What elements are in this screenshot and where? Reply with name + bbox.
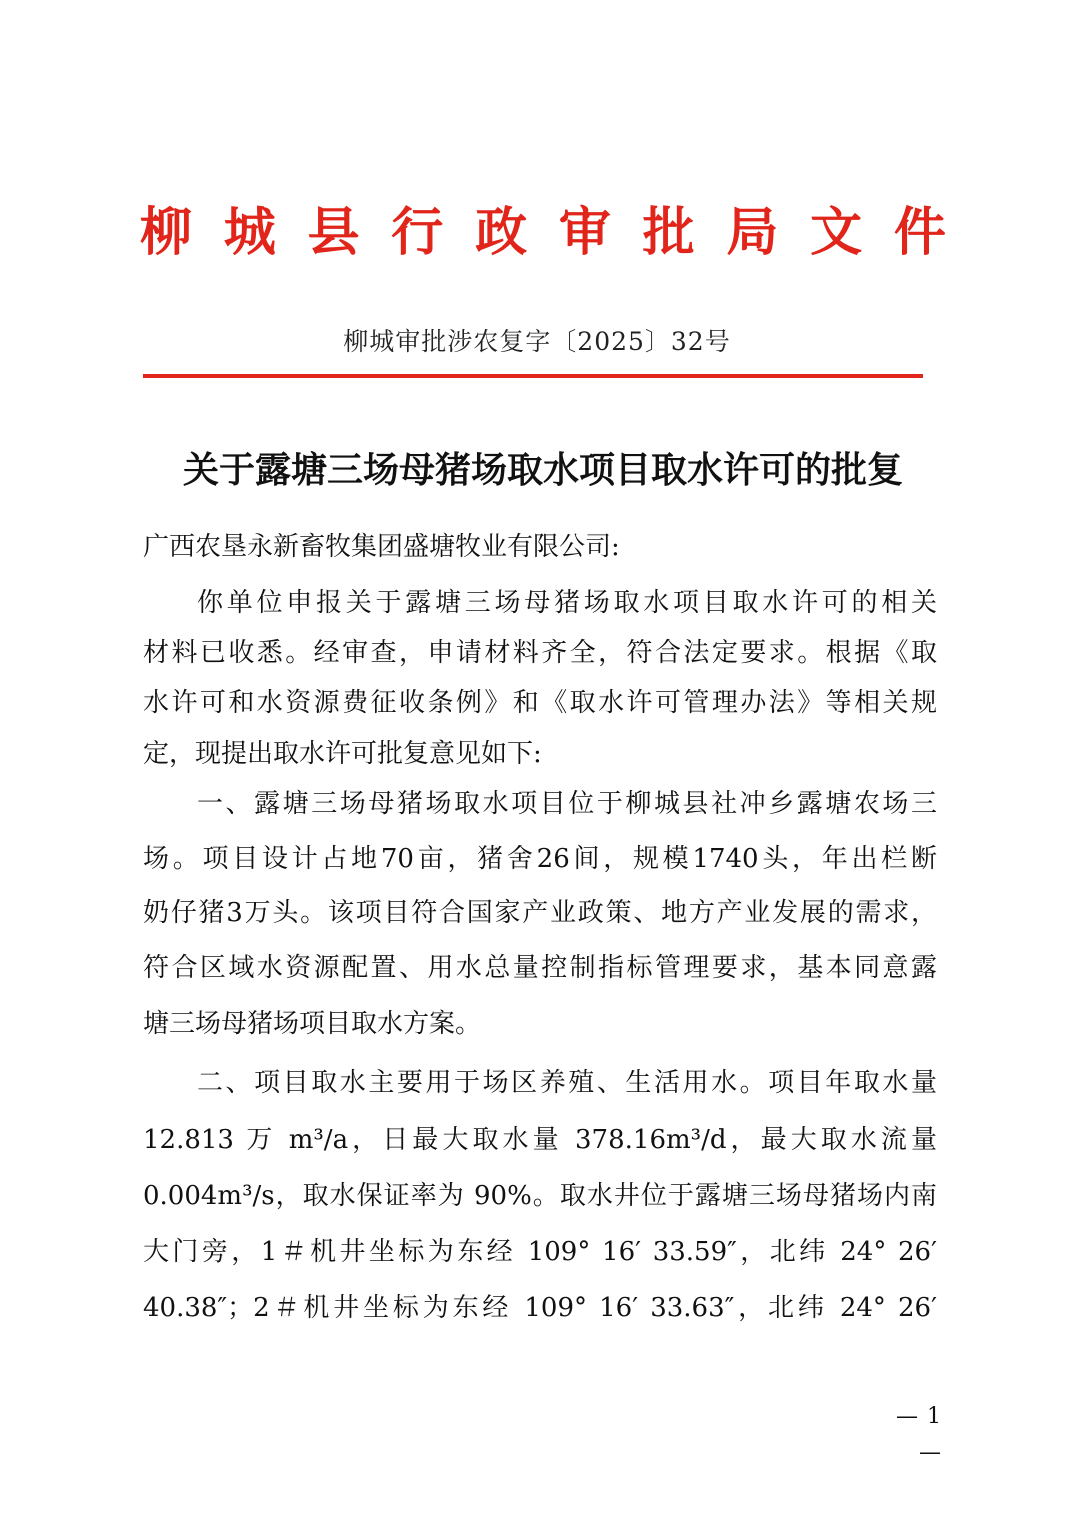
body-line: 0.004m³/s，取水保证率为 90%。取水井位于露塘三场母猪场内南: [143, 1181, 937, 1211]
header-char: 局: [726, 202, 779, 263]
issuing-authority-header: [140, 198, 946, 268]
body-line: 二、项目取水主要用于场区养殖、生活用水。项目年取水量: [197, 1068, 937, 1098]
body-line: 水许可和水资源费征收条例》和《取水许可管理办法》等相关规: [143, 688, 937, 718]
body-line: 定，现提出取水许可批复意见如下:: [143, 739, 542, 769]
body-line: 符合区域水资源配置、用水总量控制指标管理要求，基本同意露: [143, 953, 937, 983]
document-title: 关于露塘三场母猪场取水项目取水许可的批复: [182, 449, 903, 491]
document-number: 柳城审批涉农复字〔2025〕32号: [343, 327, 731, 356]
header-char: 城: [223, 202, 276, 263]
header-char: 政: [475, 202, 528, 263]
body-line: 场。项目设计占地70亩，猪舍26间，规模1740头，年出栏断: [143, 844, 937, 874]
header-divider: [143, 374, 923, 378]
body-line: 40.38″；2＃机井坐标为东经 109° 16′ 33.63″，北纬 24° 26′: [143, 1293, 937, 1323]
header-char: 行: [391, 202, 444, 263]
body-line: 材料已收悉。经审查，申请材料齐全，符合法定要求。根据《取: [143, 638, 937, 668]
body-line: 塘三场母猪场项目取水方案。: [143, 1009, 482, 1039]
body-line: 12.813 万 m³/a，日最大取水量 378.16m³/d，最大取水流量: [143, 1125, 937, 1155]
addressee-line: 广西农垦永新畜牧集团盛塘牧业有限公司:: [143, 532, 620, 562]
body-line: 奶仔猪3万头。该项目符合国家产业政策、地方产业发展的需求，: [143, 898, 937, 928]
header-char: 审: [558, 202, 611, 263]
header-char: 批: [642, 202, 695, 263]
page-number: — 1 —: [896, 1404, 942, 1465]
header-char: 件: [893, 202, 946, 263]
body-line: 大门旁，1＃机井坐标为东经 109° 16′ 33.59″，北纬 24° 26′: [143, 1237, 937, 1267]
body-line: 你单位申报关于露塘三场母猪场取水项目取水许可的相关: [197, 588, 937, 618]
header-char: 柳: [140, 202, 193, 263]
header-char: 县: [307, 202, 360, 263]
header-char: 文: [810, 202, 863, 263]
body-line: 一、露塘三场母猪场取水项目位于柳城县社冲乡露塘农场三: [197, 789, 937, 819]
